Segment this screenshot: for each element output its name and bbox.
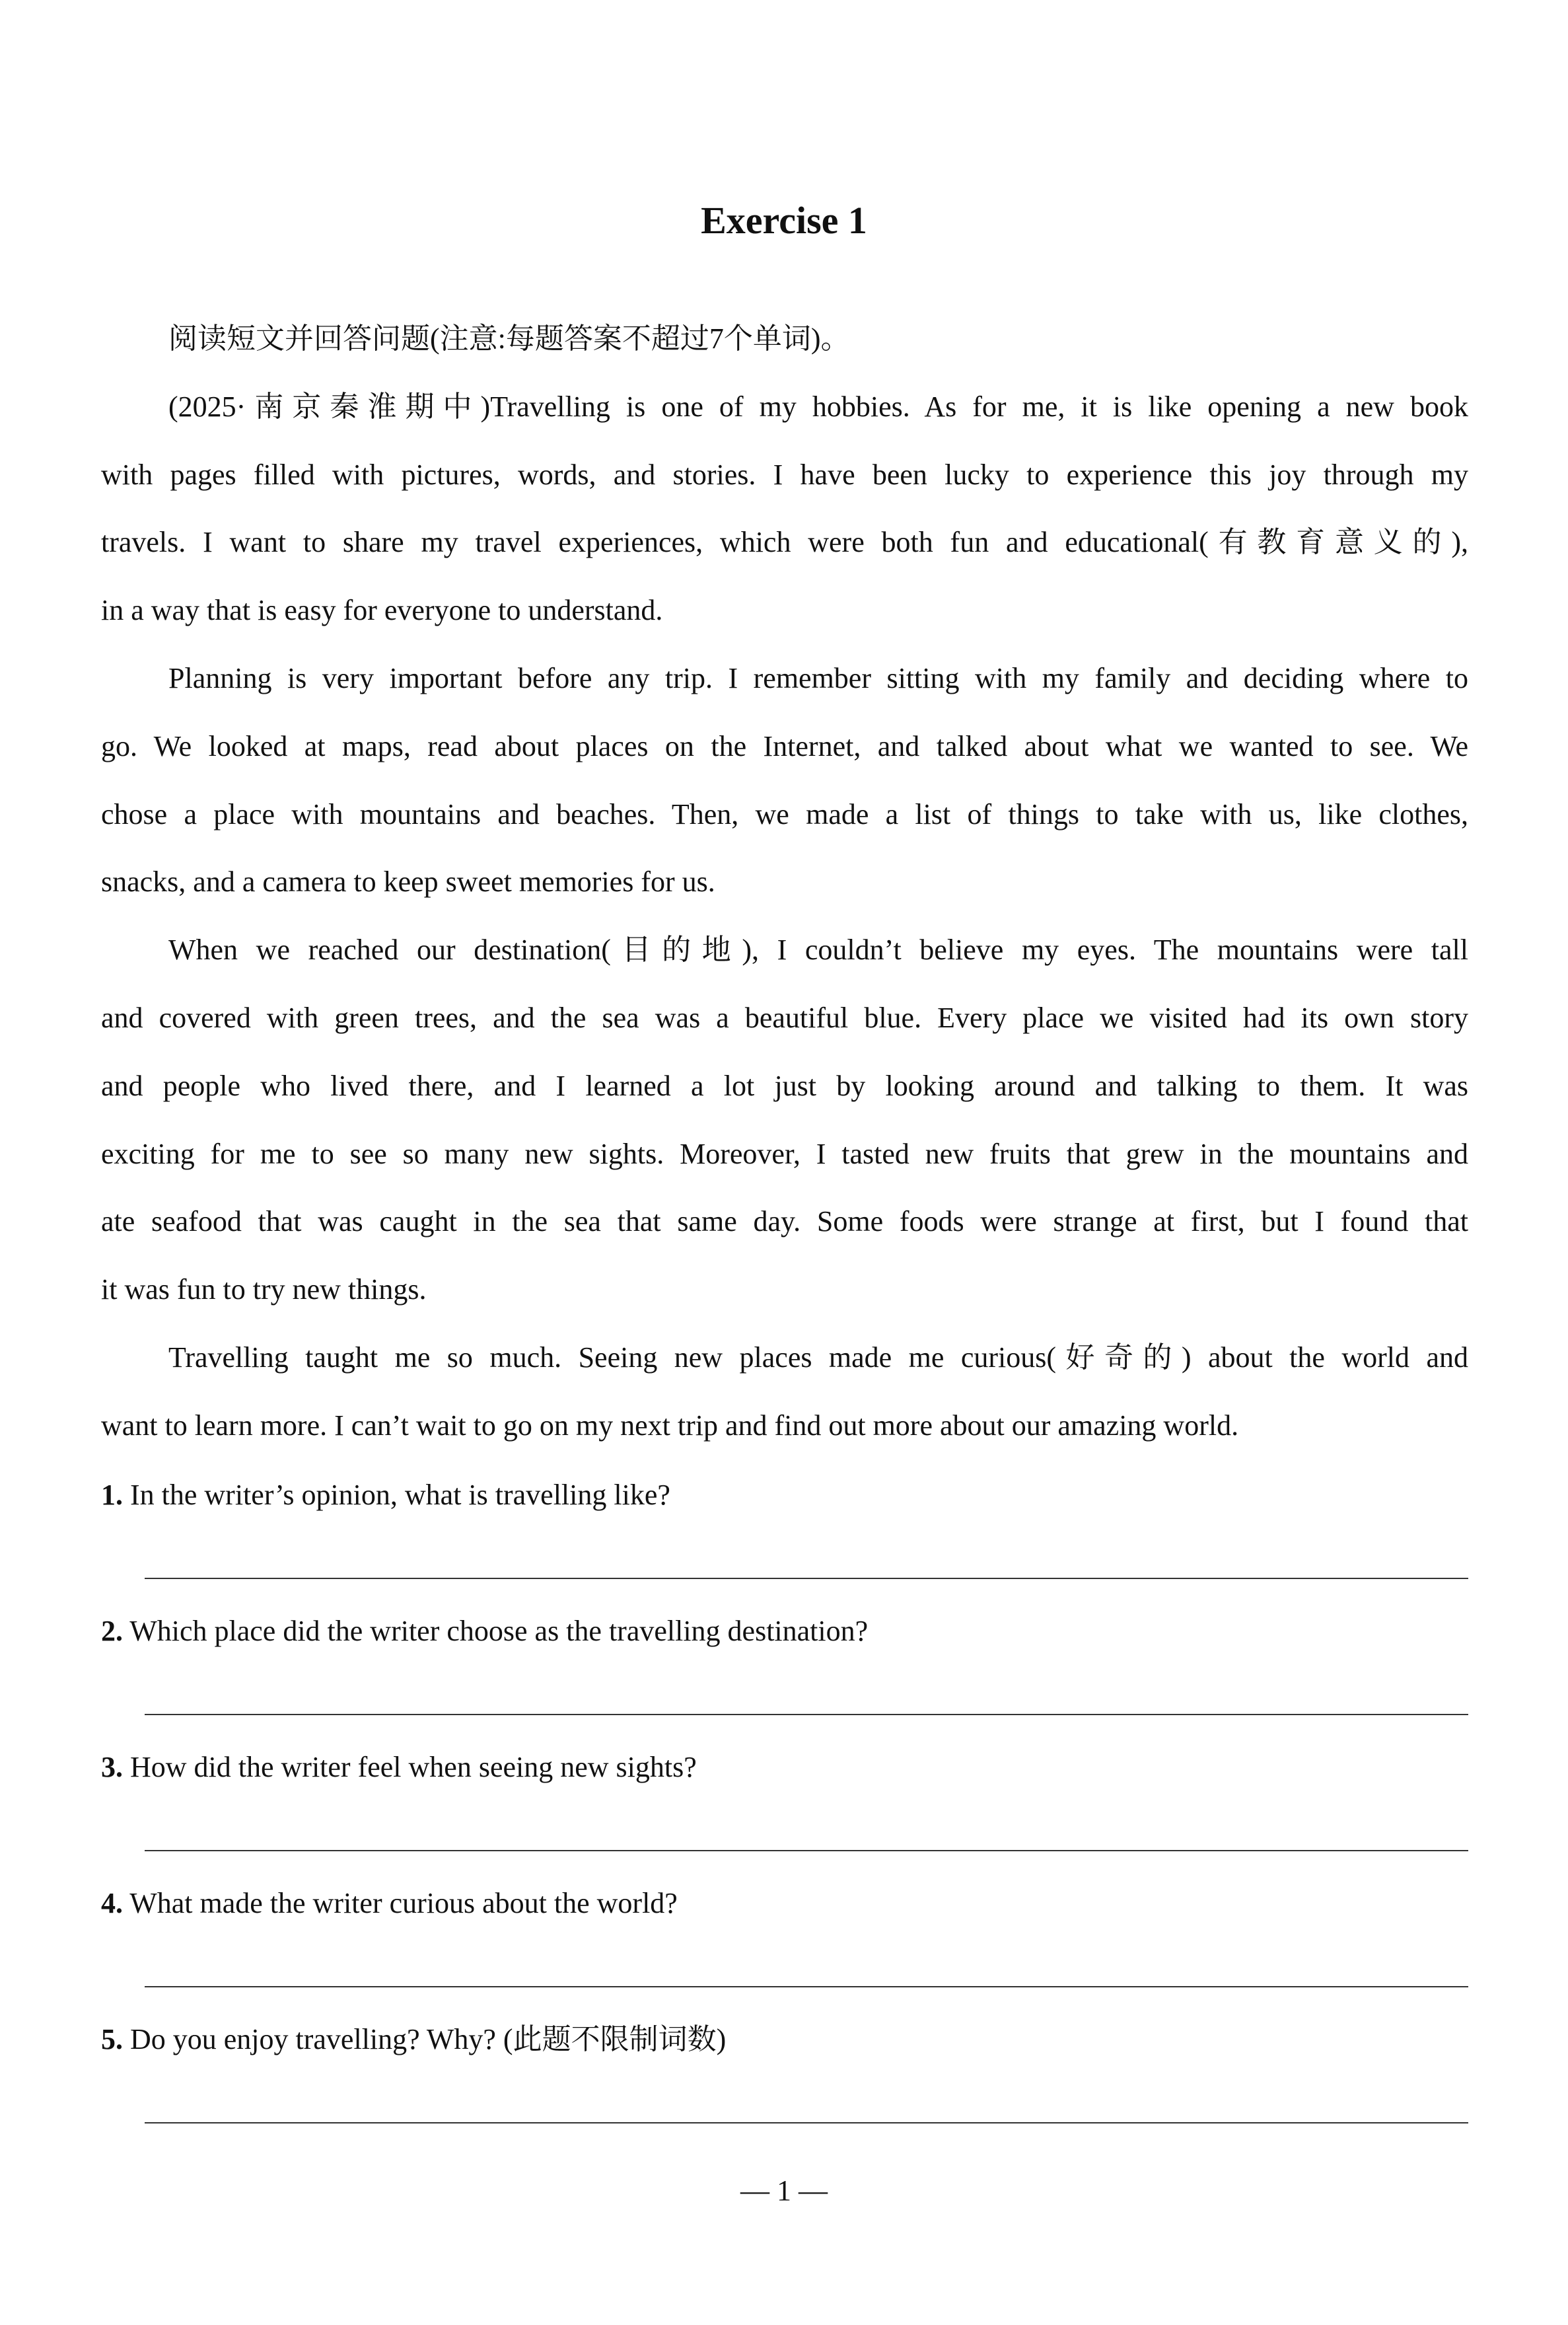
paragraph: [101, 1337, 1468, 1473]
paragraph: [101, 930, 1468, 1337]
paragraph-line: When we reached our destination(目的地), I couldn’t believe my eyes. The mountains were tall: [168, 934, 1468, 967]
question-text: Which place did the writer choose as the travelling destination?: [129, 1615, 869, 1647]
paragraph-line: Travelling taught me so much. Seeing new places made me curious(好奇的) about the world and: [168, 1341, 1468, 1374]
question-number: 2.: [101, 1615, 123, 1647]
paragraph-line: (2025·南京秦淮期中)Travelling is one of my hobbies. As for me, it is like opening a new book: [168, 390, 1468, 423]
answer-line[interactable]: [145, 1850, 1468, 1851]
questions: [101, 1475, 1468, 2155]
passage-paragraphs: [101, 387, 1468, 1473]
paragraph-line: chose a place with mountains and beaches. Then, we made a list of things to take with us, like clothes,: [101, 797, 1468, 830]
paragraph-line: ate seafood that was caught in the sea that same day. Some foods were strange at first, but I found that: [101, 1205, 1468, 1238]
question-text: Do you enjoy travelling? Why? (此题不限制词数): [130, 2023, 727, 2055]
paragraph: [101, 387, 1468, 658]
answer-line[interactable]: [145, 1714, 1468, 1715]
paragraph-line: snacks, and a camera to keep sweet memories for us.: [101, 866, 715, 899]
question-item: [101, 1883, 1468, 2019]
question-number: 4.: [101, 1887, 123, 1919]
answer-line[interactable]: [145, 1578, 1468, 1579]
question-item: [101, 1747, 1468, 1883]
question-text: How did the writer feel when seeing new sights?: [130, 1751, 697, 1783]
question-text: What made the writer curious about the world?: [129, 1887, 678, 1919]
paragraph-line: go. We looked at maps, read about places on the Internet, and talked about what we wanted to see. We: [101, 729, 1468, 762]
paragraph-line: in a way that is easy for everyone to understand.: [101, 594, 663, 627]
question-item: [101, 1611, 1468, 1747]
answer-line[interactable]: [145, 1986, 1468, 1987]
paragraph-line: and covered with green trees, and the sea was a beautiful blue. Every place we visited had its own story: [101, 1001, 1468, 1034]
question-text: In the writer’s opinion, what is travelling like?: [130, 1479, 670, 1511]
paragraph-line: want to learn more. I can’t wait to go on my next trip and find out more about our amazing world.: [101, 1409, 1239, 1442]
exercise-title: Exercise 1: [701, 199, 867, 242]
page-number: — 1 —: [740, 2174, 828, 2207]
paragraph-line: it was fun to try new things.: [101, 1273, 427, 1306]
paragraph-line: and people who lived there, and I learned a lot just by looking around and talking to them. It was: [101, 1069, 1468, 1102]
question-item: [101, 1475, 1468, 1611]
question-number: 3.: [101, 1751, 123, 1783]
question-number: 5.: [101, 2023, 123, 2055]
paragraph-line: with pages filled with pictures, words, and stories. I have been lucky to experience this joy through my: [101, 458, 1468, 491]
question-number: 1.: [101, 1479, 123, 1511]
paragraph-line: Planning is very important before any trip. I remember sitting with my family and deciding where to: [168, 661, 1468, 694]
passage: [101, 318, 1468, 1473]
question-item: [101, 2019, 1468, 2155]
paragraph-line: travels. I want to share my travel experiences, which were both fun and educational(有教育意义的),: [101, 526, 1468, 559]
instruction: 阅读短文并回答问题(注意:每题答案不超过7个单词)。: [168, 322, 850, 355]
paragraph: [101, 658, 1468, 930]
paragraph-line: exciting for me to see so many new sights. Moreover, I tasted new fruits that grew in the mountains and: [101, 1137, 1468, 1170]
answer-line[interactable]: [145, 2122, 1468, 2123]
